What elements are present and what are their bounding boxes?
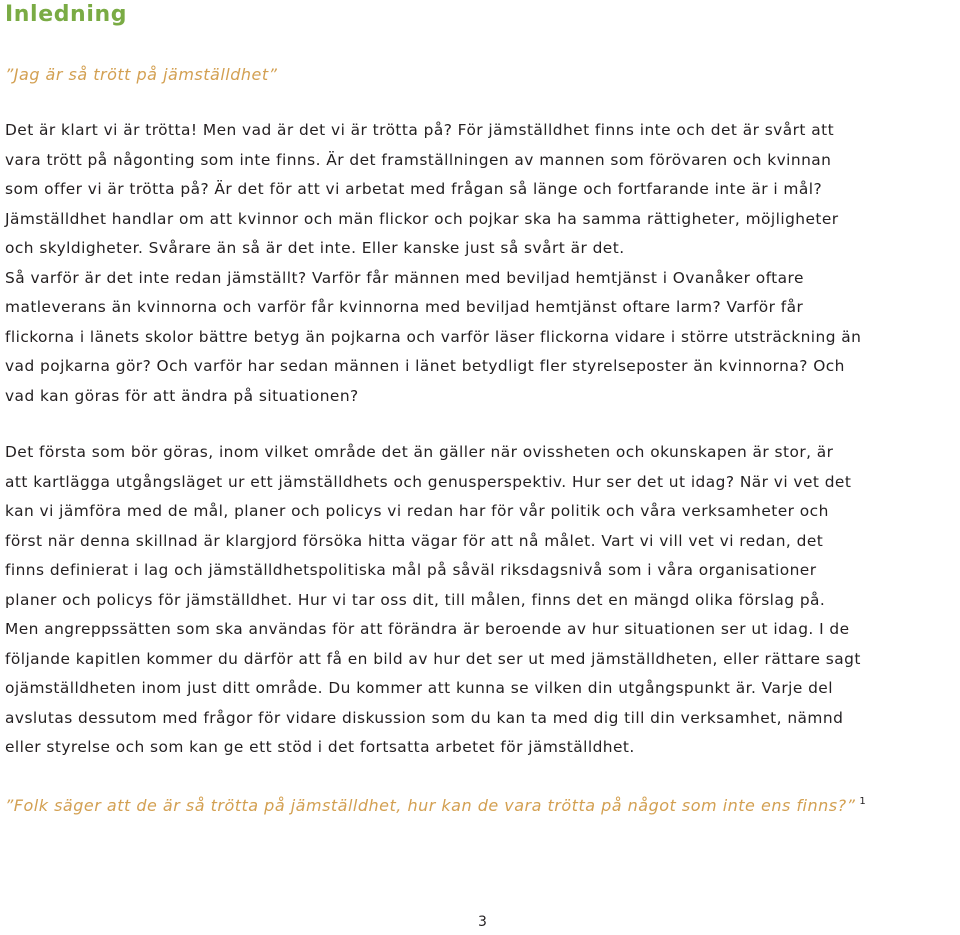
page-number: 3	[478, 914, 487, 930]
paragraph-line: och skyldigheter. Svårare än så är det inte. Eller kanske just så svårt är det.	[5, 239, 625, 257]
paragraph-line: finns definierat i lag och jämställdhetspolitiska mål på såväl riksdagsnivå som i våra organisationer	[5, 561, 817, 579]
paragraph-line: avslutas dessutom med frågor för vidare diskussion som du kan ta med dig till din verksamhet, nämnd	[5, 708, 844, 727]
paragraph-line: följande kapitlen kommer du därför att få en bild av hur det ser ut med jämställdheten, eller rättare sagt	[5, 649, 861, 668]
paragraph-line: planer och policys för jämställdhet. Hur vi tar oss dit, till målen, finns det en mängd olika förslag på.	[5, 590, 826, 609]
paragraph-line: Det är klart vi är trötta! Men vad är det vi är trötta på? För jämställdhet finns inte och det är svårt att	[5, 121, 835, 139]
paragraph-2	[5, 438, 960, 763]
paragraph-line: vad kan göras för att ändra på situationen?	[5, 386, 359, 405]
intro-quote: ”Jag är så trött på jämställdhet”	[5, 65, 278, 84]
paragraph-line: flickorna i länets skolor bättre betyg än pojkarna och varför läser flickorna vidare i större utsträckning än	[5, 327, 862, 346]
paragraph-line: Men angreppssätten som ska användas för att förändra är beroende av hur situationen ser ut idag. I de	[5, 620, 850, 638]
closing-quote	[5, 795, 866, 820]
paragraph-line: vara trött på någonting som inte finns. Är det framställningen av mannen som förövaren och kvinnan	[5, 150, 832, 169]
paragraph-line: först när denna skillnad är klargjord försöka hitta vägar för att nå målet. Vart vi vill vet vi redan, det	[5, 531, 824, 550]
paragraph-line: som offer vi är trötta på? Är det för att vi arbetat med frågan så länge och fortfarande inte är i mål?	[5, 180, 823, 198]
paragraph-line: eller styrelse och som kan ge ett stöd i det fortsatta arbetet för jämställdhet.	[5, 738, 635, 756]
paragraph-line: Det första som bör göras, inom vilket område det än gäller när ovissheten och okunskapen är stor, är	[5, 443, 834, 461]
paragraph-line: att kartlägga utgångsläget ur ett jämställdhets och genusperspektiv. Hur ser det ut idag? När vi vet det	[5, 472, 852, 491]
paragraph-line: matleverans än kvinnorna och varför får kvinnorna med beviljad hemtjänst oftare larm? Varför får	[5, 298, 804, 316]
paragraph-line: ojämställdheten inom just ditt område. Du kommer att kunna se vilken din utgångspunkt är. Varje del	[5, 679, 833, 697]
closing-quote-text: ”Folk säger att de är så trötta på jämställdhet, hur kan de vara trötta på något som inte ens finns?”	[5, 796, 856, 815]
footnote-reference[interactable]: 1	[859, 796, 867, 807]
paragraph-line: kan vi jämföra med de mål, planer och policys vi redan har för vår politik och våra verksamheter och	[5, 502, 829, 520]
section-heading: Inledning	[5, 2, 128, 27]
paragraph-line: Jämställdhet handlar om att kvinnor och män flickor och pojkar ska ha samma rättigheter, möjligheter	[5, 209, 839, 228]
paragraph-line: vad pojkarna gör? Och varför har sedan männen i länet betydligt fler styrelseposter än kvinnorna? Och	[5, 357, 845, 375]
paragraph-1	[5, 116, 960, 411]
paragraph-line: Så varför är det inte redan jämställt? Varför får männen med beviljad hemtjänst i Ovanåker oftare	[5, 268, 804, 287]
